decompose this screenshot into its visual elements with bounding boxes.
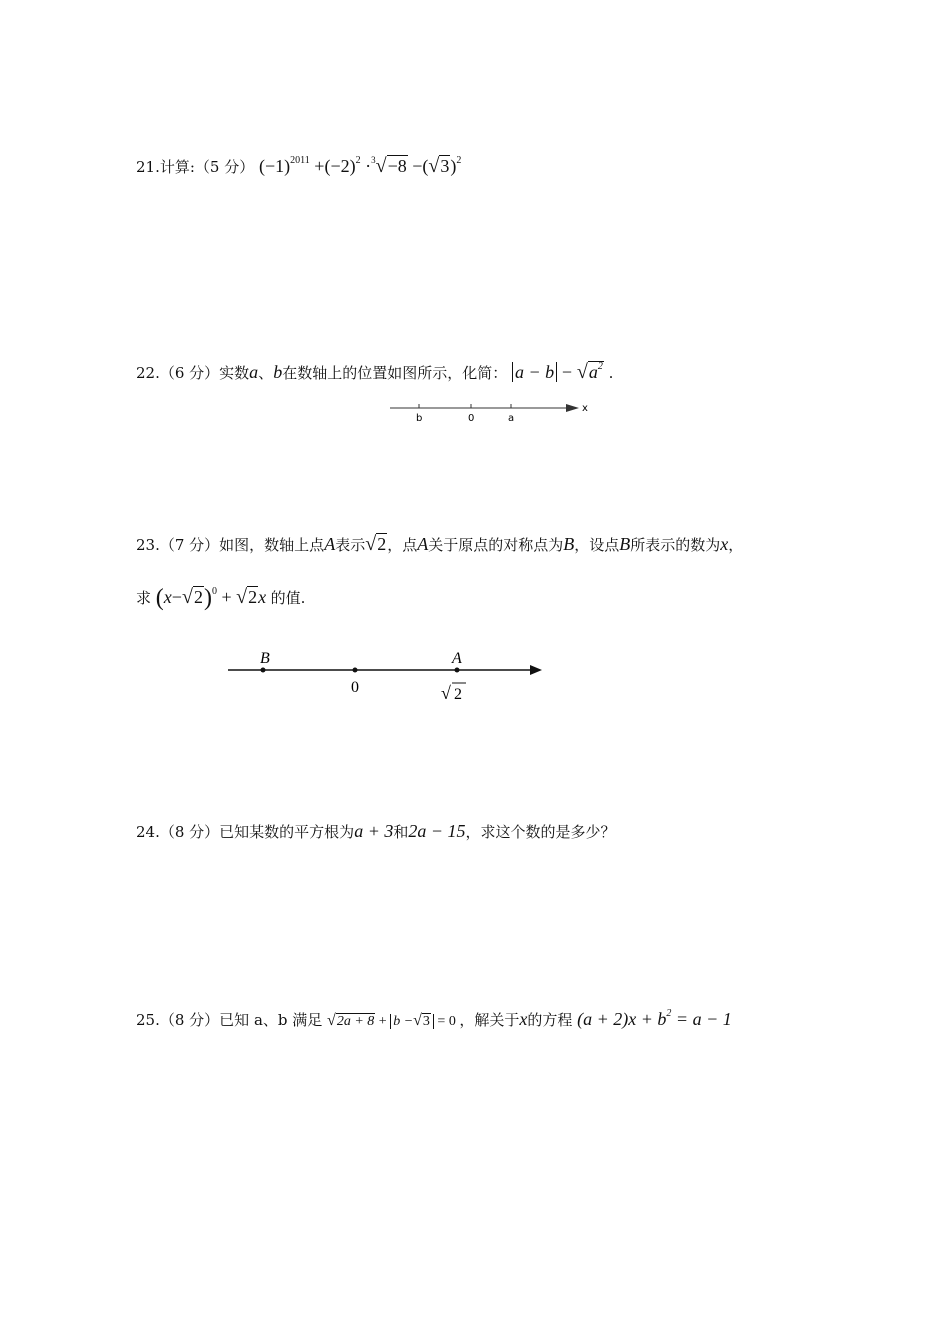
origin-dot [353,668,358,673]
label-sqrt2-value: 2 [454,686,462,703]
q21-exp-2: 2 [355,155,361,166]
q24-expr-2: 2a − 15 [408,821,466,841]
q25-abs-sqrt [413,1011,431,1032]
q21-exp-1: 2011 [290,155,310,166]
q21-close-paren: ) [450,156,457,176]
q22-sqrt [577,357,604,382]
radical-icon: √ [181,586,193,608]
label-zero: 0 [351,679,359,696]
q24-number: 24. [136,823,160,841]
label-0: 0 [468,413,475,424]
label-b: b [416,413,423,424]
radical-icon: √ [236,586,248,608]
q23-comma: ， [728,536,744,554]
question-21 [136,150,461,177]
q25-abs [390,1014,434,1029]
q23-qiu: 求 [136,589,152,607]
q22-period: . [608,364,614,382]
q23-expr-minus: − [171,587,182,607]
q25-plus: + [378,1014,387,1029]
q23-text-5: ，设点 [574,536,620,554]
label-a: a [508,413,515,424]
q23-text: （7 分）如图，数轴上点 [159,536,325,554]
question-24 [136,821,616,842]
q23-var-x: x [720,534,729,554]
q22-sqrt-exp: 2 [597,361,603,372]
q24-text: （8 分）已知某数的平方根为 [159,823,355,841]
q22-minus: − [561,362,573,382]
q23-text-3: ，点 [387,536,418,554]
q21-number: 21. [136,158,160,176]
q24-text-2: ，求这个数的是多少？ [465,823,616,841]
label-x: x [582,403,588,414]
q25-abs-b: b − [393,1014,414,1029]
q21-cbrt-value: −8 [387,156,407,176]
label-point-b: B [260,650,270,667]
q25-eq-exp: 2 [666,1008,672,1019]
q25-equation [577,1009,732,1029]
radical-icon: √ [428,155,440,177]
q23-expr-sqrt-2-value: 2 [248,587,258,607]
arrow-icon [566,404,579,412]
q22-var-b: b [273,362,283,382]
q23-point-a-2: A [417,534,429,554]
q22-sep: 、 [258,364,274,382]
q25-var-x: x [519,1009,528,1029]
q23-expr-x: x [163,587,172,607]
q21-sqrt-value: 3 [440,156,450,176]
q25-text-2: ，解关于 [459,1011,520,1029]
q24-expr-1: a + 3 [354,821,394,841]
q21-sqrt [428,156,450,176]
q23-sqrt2 [365,534,387,554]
question-25 [136,1004,732,1032]
q23-expr-sqrt [182,587,204,607]
q21-term-2: +(−2) [314,156,356,176]
q23-point-a: A [324,534,336,554]
arrow-icon [530,665,542,675]
q23-text-2: 表示 [335,536,366,554]
question-23-line-1 [136,534,743,555]
question-22 [136,357,613,383]
figure-22-number-line [388,397,598,427]
q21-dot: · [365,156,372,176]
q25-eq-zero: = 0 [437,1014,456,1029]
q22-number: 22. [136,364,160,382]
q22-text-2: 在数轴上的位置如图所示，化简： [282,364,508,382]
radical-icon: √ [441,683,451,703]
radical-icon: √ [365,533,377,555]
q23-point-b-2: B [619,534,631,554]
q22-sqrt-var: a [588,362,598,382]
q25-text: （8 分）已知 a、b 满足 [159,1011,323,1029]
q21-term-1: (−1) [259,156,291,176]
radical-icon: √ [576,361,588,383]
q21-cbrt [376,156,408,176]
q25-abs-sqrt-value: 3 [422,1014,430,1029]
q25-sqrt-value: 2a + 8 [336,1014,375,1029]
figure-23-number-line [226,648,556,708]
q23-expr-sqrt-value: 2 [193,587,203,607]
q21-text: 计算:（5 分） [159,158,255,176]
q23-expr-sqrt-2 [236,587,258,607]
q21-cube-index: 3 [371,155,376,165]
radical-icon: √ [327,1012,336,1029]
q21-term-4: −( [412,156,429,176]
q23-text-6: 所表示的数为 [630,536,721,554]
q24-and: 和 [393,823,409,841]
q25-number: 25. [136,1011,160,1029]
q25-text-3: 的方程 [527,1011,573,1029]
q25-eq-rhs: = a − 1 [675,1009,732,1029]
q23-number: 23. [136,536,160,554]
q23-expr-plus: + [221,587,232,607]
q22-text: （6 分）实数 [159,364,250,382]
q25-sqrt [327,1011,375,1032]
q22-abs: a − b [512,362,557,382]
q25-condition [327,1014,459,1029]
q21-exp-4: 2 [456,155,462,166]
q23-sqrt2-value: 2 [377,534,387,554]
q23-expression [155,585,271,611]
label-point-a: A [452,650,462,667]
radical-icon: √ [375,155,387,177]
q22-sqrt-body [588,361,604,382]
q23-expr-exp: 0 [211,586,217,597]
q23-value-text: 的值. [270,589,306,607]
open-paren: ( [155,585,164,611]
q25-eq-lhs: (a + 2)x + b [577,1009,667,1029]
q22-var-a: a [249,362,259,382]
q23-text-4: 关于原点的对称点为 [428,536,564,554]
q23-expr-x2: x [258,587,267,607]
point-a-dot [455,668,460,673]
question-23-line-2 [136,582,306,611]
q21-expression [259,156,461,176]
radical-icon: √ [413,1012,422,1029]
close-paren: ) [203,585,212,611]
q23-point-b: B [563,534,575,554]
point-b-dot [261,668,266,673]
